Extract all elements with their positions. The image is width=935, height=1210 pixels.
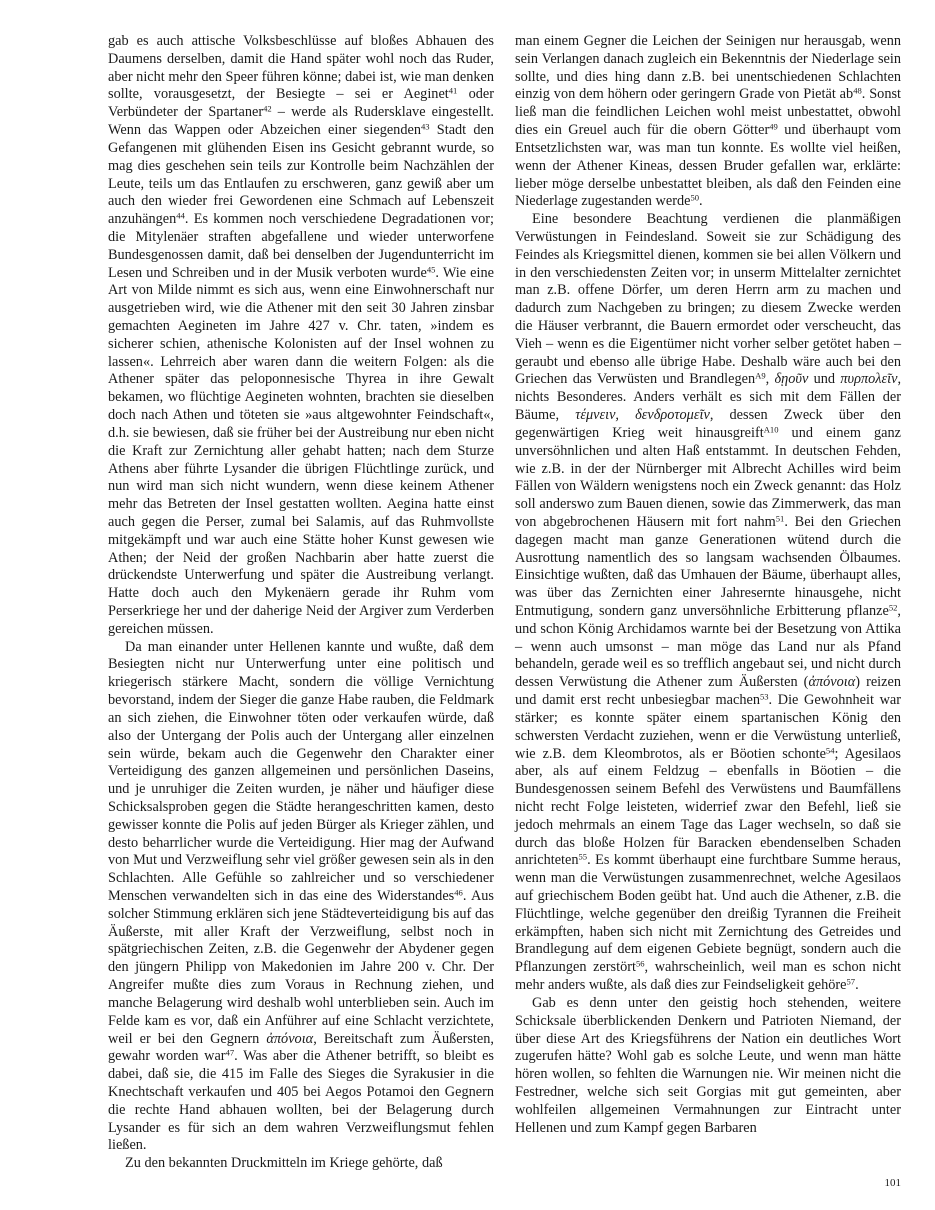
left-column bbox=[108, 33, 494, 1173]
text-run: Stadt den Gefangenen mit glühenden Eisen ins Gesicht gebrannt wurde, so mag dies geschehen sein teils zur Kontrolle beim Nachzählen der Leute, teils um das Entlaufen zu erschweren, ganz gewiß aber um auch den wieder frei Gewordenen eine Schmach auf Lebenszeit anzuhängen bbox=[108, 122, 495, 228]
text-run: . bbox=[699, 193, 703, 210]
greek-term: πυρπολεῖν bbox=[840, 371, 898, 388]
greek-term: ἀπόνοια bbox=[266, 1030, 314, 1047]
text-run: . Sonst ließ man die feindlichen Leichen wohl meist unbestattet, obwohl dies ein Greuel auch für die obern Götter bbox=[515, 86, 901, 139]
text-run: oder Verbündeter der Spartaner bbox=[108, 86, 494, 121]
paragraph bbox=[108, 33, 494, 639]
footnote-ref: 42 bbox=[263, 103, 272, 114]
footnote-ref: A10 bbox=[763, 424, 779, 435]
text-run: – werde als Rudersklave eingestellt. Wenn das Wappen oder Abzeichen einer siegenden bbox=[108, 104, 494, 139]
text-run: ) reizen und damit erst recht unbesiegbar machen bbox=[515, 674, 901, 709]
text-run: . Aus solcher Stimmung erklären sich jene Städteverteidigung bis auf das Äußerste, mit aller Kraft der Verzweiflung, selbst noch in spätgriechischen Zeiten, z.B. die Gegenwehr der Abydener gegen den jüngern Philipp von Makedonien im Jahre 200 v. Chr. Der Angreifer mußte dies zum Voraus in Rechnung ziehen, und manche Belagerung wird deshalb wohl unterblieben sein. Auch im Felde kam es vor, daß ein Anführer auf eine Schlacht verzichtete, weil er bei den Gegnern bbox=[108, 888, 494, 1047]
text-run: und einem ganz unversöhnlichen und alten Haß entstammt. In deutschen Fehden, wie z.B. in der der Nürnberger mit Albrecht Achilles wird beim Fällen von Wäldern wenigstens noch ein Zweck genannt: das Holz soll anderswo zum Bauen dienen, sowie das Zimmerwerk, das man von abgebrochenen Häusern mit fort nahm bbox=[515, 424, 901, 530]
footnote-ref: 56 bbox=[635, 958, 645, 969]
text-run: man einem Gegner die Leichen der Seinigen nur herausgab, wenn sein Verlangen danach zugleich ein Bekenntnis der Niederlage sein sollte, und dies hing dann z.B. bei unentschiedenen Schlachten einzig von dem höhern oder geringern Grade von Pietät ab bbox=[515, 33, 901, 103]
text-run: und überhaupt vom Entsetzlichsten war, was man tun konnte. Es wollte viel heißen, wenn der Athener Kineas, dessen Bruder gefallen war, erklärte: lieber möge derselbe unbestattet bleiben, als daß den Feinden eine Niederlage zugestanden werde bbox=[515, 122, 901, 210]
footnote-ref: 47 bbox=[225, 1047, 235, 1058]
text-run: und bbox=[808, 371, 841, 388]
paragraph bbox=[515, 33, 901, 211]
text-run: , Bereitschaft zum Äußersten, gewahr worden war bbox=[108, 1030, 494, 1065]
footnote-ref: 43 bbox=[420, 121, 430, 132]
paragraph bbox=[515, 995, 901, 1138]
page-number: 101 bbox=[884, 1177, 901, 1189]
footnote-ref: 50 bbox=[690, 192, 700, 203]
footnote-ref: 51 bbox=[775, 513, 785, 524]
greek-term: ἀπόνοια bbox=[808, 674, 856, 691]
right-column bbox=[515, 33, 901, 1137]
footnote-ref: 44 bbox=[176, 210, 185, 221]
text-run: . Wie eine Art von Milde nimmt es sich aus, wenn eine Einwohnerschaft nur ausgetrieben wird, wie die Athener mit den seit 30 Jahren zinsbar gemachten Aegineten im Jahre 427 v. Chr. taten, »indem es sicherer schien, athenische Kolonisten auf der Insel wohnen zu lassen«. Lehrreich aber waren dann die weitern Folgen: als die Athener später das peloponnesische Thyrea in ihre Gewalt bekamen, wo flüchtige Aegineten wohnten, brachten sie dieselben doch nach Athen und töteten sie »aus altgewohnter Feindschaft«, d.h. sie bewiesen, daß sie früher bei der Austreibung nur eben nicht die Kraft zur Zernichtung aller gehabt hatten; nach dem Sturze Athens aber führte Lysander die übrigen Flüchtlinge zurück, und nun wird man sich nicht wundern, wenn diese keinem Athener mehr das Betreten der Insel gestatten wollten. Aegina hatte einst auch gegen die Perser, zumal bei Salamis, auf das Ruhmvollste mitgekämpft und war auch eine Stätte hoher Kunst gewesen wie Athen; der Neid der großen Nachbarin aber hatte zuerst die drückendste Unterwerfung und später die Austreibung verlangt. Hatte doch auch den Mykenäern gerade ihr Ruhm vom Perserkriege her und der daherige Neid der Argiver zum Verderben gereichen müssen. bbox=[108, 264, 494, 637]
text-run: . Es kommt überhaupt eine furchtbare Summe heraus, wenn man die Verwüstungen zusammenrechnet, welche Agesilaos auf griechischem Boden geübt hat. Und auch die Athener, z.B. die Flüchtlinge, welche gegenüber den dreißig Tyrannen die Freiheit erkämpften, haben sich nicht mit Zernichtung des Getreides und Brandlegung auf dem eigenen Gebiete begnügt, sondern auch die Pflanzungen zerstört bbox=[515, 852, 901, 976]
footnote-ref: 46 bbox=[454, 887, 463, 898]
text-run: Zu den bekannten Druckmitteln im Kriege gehörte, daß bbox=[125, 1155, 443, 1172]
footnote-ref: 45 bbox=[426, 263, 436, 274]
text-run: . bbox=[855, 977, 859, 994]
text-run: . Die Gewohnheit war stärker; es konnte später einem spartanischen König den schwersten Verdacht zuziehen, wenn er die Verwüstung unterließ, wie z.B. dem Kleombrotos, als er Böotien schonte bbox=[515, 692, 902, 762]
text-run: . Es kommen noch verschiedene Degradationen vor; die Mitylenäer straften abgefallene und wieder unterworfene Bundesgenossen damit, daß bei denselben der Jugendunterricht im Lesen und Schreiben und in der Musik verboten wurde bbox=[108, 211, 494, 281]
paragraph bbox=[108, 639, 494, 1156]
text-run: Da man einander unter Hellenen kannte und wußte, daß dem Besiegten nicht nur Unterwerfung unter eine politisch und kriegerisch stärkere Macht, sondern die völlige Vernichtung bevorstand, indem der Sieger die ganze Habe rauben, die Feldmark an sich ziehen, die Einwohner töten oder verkaufen würde, daß also der Untergang der Polis auch der Untergang aller einzelnen sein würde, bekam auch die Gegenwehr den Charakter einer Verteidigung des ganzen allgemeinen und persönlichen Daseins, und je unruhiger die Zeiten wurden, je näher und häufiger diese Schicksalsproben gegen die Städte herangeschritten kamen, desto gewisser konnte die Polis auf jeden Bürger als Krieger zählen, und desto beharrlicher wurde die Verteidigung. Hier mag der Aufwand von Mut und Verzweiflung sehr viel größer gewesen sein als in den Schlachten. Alle Gefühle so zahlreicher und so verschiedener Menschen verwandelten sich in das eine des Widerstandes bbox=[108, 638, 494, 904]
text-run: . Bei den Griechen dagegen macht man ganze Generationen wütend durch die Ausrottung namentlich des so langsam wachsenden Ölbaumes. Einsichtige wußten, daß das Umhauen der Bäume, überhaupt alles, was über das Zernichten einer Jahresernte hinausgehe, nicht Entmutigung, sondern ganz unversöhnliche Erbitterung pflanze bbox=[515, 513, 902, 619]
footnote-ref: 48 bbox=[853, 85, 862, 96]
text-run: , dessen Zweck über den gegenwärtigen Krieg weit hinausgreift bbox=[515, 407, 901, 441]
paragraph bbox=[515, 211, 901, 995]
greek-term: τέμνειν, δενδροτομεῖν bbox=[575, 407, 710, 424]
footnote-ref: 54 bbox=[825, 744, 835, 755]
footnote-ref: A9 bbox=[755, 370, 766, 381]
text-run: . Was aber die Athener betrifft, so bleibt es dabei, daß sie, die 415 im Falle des Sieges die Syrakusier in die Knechtschaft verkaufen und 405 bei Aegos Potamoi den Gegnern die rechte Hand abhauen wollten, bei der Belagerung durch Lysander es für sich an dem wahren Verzweiflungsmut fehlen ließen. bbox=[108, 1048, 495, 1154]
footnote-ref: 49 bbox=[769, 121, 778, 132]
footnote-ref: 52 bbox=[888, 602, 898, 613]
text-run: , und schon König Archidamos warnte bei der Besetzung von Attika – wenn auch umsonst – man möge das Land nur als Pfand behandeln, gerade weil es so trefflich angebaut sei, und nicht durch dessen Verwüstung die Athener zum Äußersten ( bbox=[515, 603, 901, 691]
text-run: , bbox=[765, 371, 775, 388]
text-run: , wahrscheinlich, weil man es schon nicht mehr anders wußte, als daß dies zur Feindseligkeit gehöre bbox=[515, 959, 901, 994]
text-run: , nichts Besonderes. Anders verhält es sich mit dem Fällen der Bäume, bbox=[515, 371, 902, 424]
text-run: Gab es denn unter den geistig hoch stehenden, weitere Schicksale überblickenden Denkern und Patrioten Niemand, der über diese Art des Kriegsführens der Nation ein deutliches Wort zugerufen hätte? Wohl gab es solche Leute, und wenn man hätte hören wollen, so fehlten die Warnungen nie. Wir meinen nicht die Festredner, welche sich seit Gorgias mit gut gemeinten, aber wohlfeilen allgemeinen Vermahnungen zur Eintracht unter Hellenen und zum Kampf gegen Barbaren bbox=[515, 994, 901, 1136]
text-run: Eine besondere Beachtung verdienen die planmäßigen Verwüstungen in Feindesland. Soweit sie zur Schädigung des Feindes als Kriegsmittel dienen, kommen sie bei allen Völkern und in den verschiedensten Zeiten vor; in unserm Mittelalter zernichtet man z.B. offene Dörfer, um deren Herrn arm zu machen und dadurch zum Nachgeben zu bringen; zu diesem Zwecke werden die Häuser verbrannt, die Bauern ermordet oder verscheucht, das Vieh – wenn es die Eigentümer nicht vorher selber getötet haben – geraubt und ebenso alle übrige Habe. Deshalb wäre auch bei den Griechen das Verwüsten und Brandlegen bbox=[515, 211, 901, 388]
text-run: ; Agesilaos aber, als auf einem Feldzug – ebenfalls in Böotien – die Bundesgenossen seinem Befehl des Verwüstens und Baumfällens nicht recht Folge leisteten, widerrief zwar den Befehl, ließ sie jedoch mehrmals an einem Tage das Lager wechseln, so daß sie durch das bloße Holzen für Baracken ebendenselben Schaden anrichteten bbox=[515, 745, 901, 869]
footnote-ref: 55 bbox=[578, 851, 588, 862]
footnote-ref: 41 bbox=[448, 85, 458, 96]
footnote-ref: 57 bbox=[846, 976, 856, 987]
paragraph bbox=[108, 1155, 494, 1173]
footnote-ref: 53 bbox=[759, 691, 769, 702]
greek-term: δῃοῦν bbox=[774, 371, 809, 388]
text-run: gab es auch attische Volksbeschlüsse auf bloßes Abhauen des Daumens derselben, damit die Hand später wohl noch das Ruder, aber nicht mehr den Speer führen könne; dabei ist, wie man denken sollte, vorausgesetzt, der Besiegte – sei er Aeginet bbox=[108, 33, 494, 103]
